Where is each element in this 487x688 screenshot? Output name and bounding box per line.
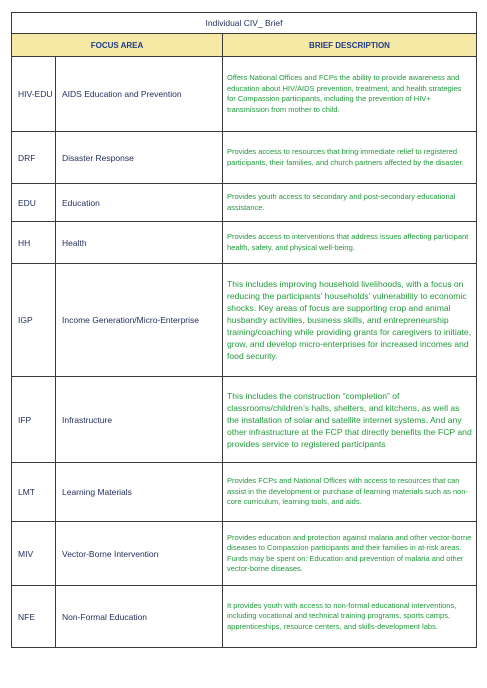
row-description: Offers National Offices and FCPs the ability to provide awareness and education about HIV/AIDS prevention, treatment, and health strategies for Compassion participants, including the prevention of HIV+ transmission from mother to child. (223, 57, 477, 132)
header-focus-area: FOCUS AREA (12, 34, 223, 57)
row-code: HH (12, 222, 56, 264)
row-description: It provides youth with access to non-formal educational interventions, including vocational and technical training programs, sports camps, apprenticeships, resource centers, and skills-development labs. (223, 586, 477, 648)
row-description: Provides access to interventions that address issues affecting participant health, safety, and physical well-being. (223, 222, 477, 264)
table-row (12, 463, 477, 522)
row-code: LMT (12, 463, 56, 522)
row-description: This includes improving household livelihoods, with a focus on reducing the participants’ households’ vulnerability to economic shocks. Key areas of focus are supporting crop and animal husbandry activities, business skills, and entrepreneurship training/coaching while providing grants for caregivers to initiate, grow, and develop micro-enterprises for increased incomes and food security. (223, 264, 477, 377)
table-row (12, 264, 477, 377)
table-title: Individual CIV_ Brief (12, 13, 477, 34)
brief-table (11, 12, 477, 648)
row-focus-area: Income Generation/Micro-Enterprise (56, 264, 223, 377)
row-focus-area: Learning Materials (56, 463, 223, 522)
row-description: Provides youth access to secondary and post-secondary educational assistance. (223, 184, 477, 222)
row-code: EDU (12, 184, 56, 222)
row-focus-area: Education (56, 184, 223, 222)
row-description: Provides access to resources that bring immediate relief to registered participants, their families, and church partners affected by the disaster. (223, 132, 477, 184)
row-code: IFP (12, 377, 56, 463)
row-description: This includes the construction “completion” of classrooms/children’s halls, shelters, and kitchens, as well as the installation of solar and satellite internet systems. And any other infrastructure at the FCP that directly benefits the FCP and provides service to registered participants (223, 377, 477, 463)
header-brief-description: BRIEF DESCRIPTION (223, 34, 477, 57)
row-focus-area: AIDS Education and Prevention (56, 57, 223, 132)
row-code: HIV-EDU (12, 57, 56, 132)
table-row (12, 57, 477, 132)
row-description: Provides FCPs and National Offices with access to resources that can assist in the development or purchase of learning materials such as non-core curriculum, learning tools, and aids. (223, 463, 477, 522)
table-row (12, 132, 477, 184)
row-focus-area: Vector-Borne Intervention (56, 522, 223, 586)
row-code: DRF (12, 132, 56, 184)
row-focus-area: Disaster Response (56, 132, 223, 184)
table-row (12, 586, 477, 648)
table-row (12, 184, 477, 222)
table-row (12, 522, 477, 586)
row-description: Provides education and protection against malaria and other vector-borne diseases to Compassion participants and their families in at-risk areas. Funds may be spent on: Education and prevention of malaria and other vector-borne diseases. (223, 522, 477, 586)
row-code: IGP (12, 264, 56, 377)
row-focus-area: Non-Formal Education (56, 586, 223, 648)
row-focus-area: Infrastructure (56, 377, 223, 463)
row-code: NFE (12, 586, 56, 648)
table-row (12, 222, 477, 264)
table-row (12, 377, 477, 463)
row-code: MIV (12, 522, 56, 586)
row-focus-area: Health (56, 222, 223, 264)
